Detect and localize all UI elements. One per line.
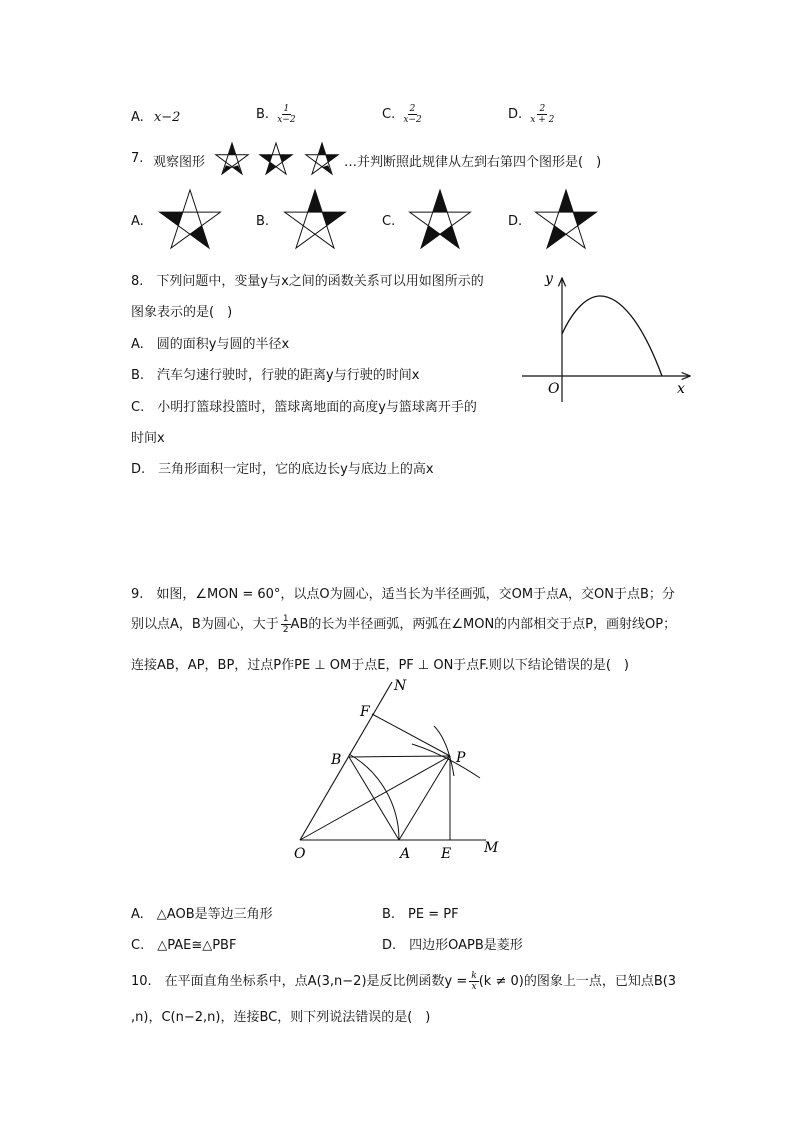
q7-option-b-label: B. xyxy=(256,214,270,229)
q10-frac-numerator: k xyxy=(471,971,477,981)
q6-option-b-fraction xyxy=(275,104,297,125)
q8-option-c-line2: 时间x xyxy=(131,431,165,446)
sequence-star-1 xyxy=(216,143,248,174)
x-axis-label: x xyxy=(677,381,685,397)
q9-option-d: D. 四边形OAPB是菱形 xyxy=(382,938,523,953)
segment-AP xyxy=(399,756,450,840)
q6-option-d-denominator: x + 2 xyxy=(530,115,555,125)
q9-line2-pre: 别以点A，B为圆心，大于 xyxy=(131,617,279,632)
q6-option-c xyxy=(382,104,424,125)
sequence-star-2 xyxy=(260,143,292,174)
q8-function-graph xyxy=(518,264,708,404)
curve xyxy=(562,296,662,376)
label-N: N xyxy=(394,678,407,694)
q10-line1-post: (k ≠ 0)的图象上一点，已知点B(3 xyxy=(478,974,677,989)
q9-geometry-figure xyxy=(288,676,518,866)
q7-sequence-stars xyxy=(212,140,342,180)
q6-option-c-label: C. xyxy=(382,107,396,122)
q6-option-b xyxy=(256,104,298,125)
q10-stem-line2: ,n)，C(n−2,n)，连接BC，则下列说法错误的是( ) xyxy=(131,1010,431,1025)
q7-option-d-label: D. xyxy=(508,214,523,229)
q7-option-stars xyxy=(145,186,625,256)
q6-option-c-denominator: x−2 xyxy=(403,115,422,125)
q9-stem-line1: 9. 如图，∠MON = 60°，以点O为圆心，适当长为半径画弧，交OM于点A，交ON于点B；分 xyxy=(131,587,675,602)
label-F: F xyxy=(360,704,370,720)
arc-from-A xyxy=(412,744,480,778)
segment-AB xyxy=(349,757,399,840)
q8-stem-line1: 8. 下列问题中，变量y与x之间的函数关系可以用如图所示的 xyxy=(131,274,484,289)
label-E: E xyxy=(441,846,452,862)
segment-BP xyxy=(349,756,450,757)
q8-option-d: D. 三角形面积一定时，它的底边长y与底边上的高x xyxy=(131,462,434,477)
origin-label: O xyxy=(548,381,560,397)
label-B: B xyxy=(331,752,342,768)
label-P: P xyxy=(456,750,466,766)
q9-option-b: B. PE = PF xyxy=(382,907,459,922)
option-c-star xyxy=(410,190,471,248)
ray-OP xyxy=(300,756,450,840)
q7-number: 7. xyxy=(131,151,144,166)
q9-half-fraction xyxy=(281,614,291,635)
option-a-star xyxy=(160,190,221,248)
q9-option-a: A. △AOB是等边三角形 xyxy=(131,907,273,922)
q7-suffix: …并判断照此规律从左到右第四个图形是( ) xyxy=(344,155,602,170)
q10-k-over-x xyxy=(469,971,478,992)
q6-option-c-numerator: 2 xyxy=(409,104,416,114)
q6-option-d xyxy=(508,104,556,125)
segment-PF xyxy=(372,714,450,756)
q7-option-a-label: A. xyxy=(131,214,144,229)
label-M: M xyxy=(484,840,499,856)
q10-stem-line1 xyxy=(131,970,676,992)
q6-option-d-fraction xyxy=(528,104,556,125)
option-b-star xyxy=(285,190,346,248)
label-O: O xyxy=(294,846,306,862)
q6-option-b-denominator: x−2 xyxy=(277,115,296,125)
q6-option-a xyxy=(131,110,180,125)
q10-frac-denominator: x xyxy=(471,982,477,992)
option-d-star xyxy=(536,190,597,248)
q9-stem-line2 xyxy=(131,613,676,635)
q6-option-b-numerator: 1 xyxy=(283,104,290,114)
q10-line1-pre: 10. 在平面直角坐标系中，点A(3,n−2)是反比例函数y = xyxy=(131,974,468,989)
q6-option-c-fraction xyxy=(401,104,423,125)
q8-option-c-line1: C. 小明打篮球投篮时，篮球离地面的高度y与篮球离开手的 xyxy=(131,400,477,415)
q6-option-a-text: x−2 xyxy=(153,110,181,125)
sequence-star-3 xyxy=(306,143,338,174)
q9-line2-post: AB的长为半径画弧，两弧在∠MON的内部相交于点P，画射线OP； xyxy=(290,617,677,632)
q9-option-c: C. △PAE≅△PBF xyxy=(131,938,237,953)
q6-option-a-label: A. xyxy=(131,110,144,125)
q7-prefix: 观察图形 xyxy=(153,155,206,170)
q6-option-d-numerator: 2 xyxy=(539,104,546,114)
q8-option-a: A. 圆的面积y与圆的半径x xyxy=(131,337,290,352)
q6-option-d-label: D. xyxy=(508,107,523,122)
y-axis-label: y xyxy=(545,271,553,287)
q8-stem-line2: 图象表示的是( ) xyxy=(131,305,233,320)
q6-option-b-label: B. xyxy=(256,107,270,122)
q8-option-b: B. 汽车匀速行驶时，行驶的距离y与行驶的时间x xyxy=(131,368,420,383)
q7-option-c-label: C. xyxy=(382,214,396,229)
label-A: A xyxy=(400,846,411,862)
q9-half-numerator: 1 xyxy=(282,614,289,624)
arc-from-B xyxy=(434,726,454,776)
ray-ON xyxy=(300,682,392,840)
q9-half-denominator: 2 xyxy=(282,625,289,635)
q9-stem-line3: 连接AB，AP，BP，过点P作PE ⊥ OM于点E，PF ⊥ ON于点F.则以下结论错误的是( ) xyxy=(131,658,629,673)
